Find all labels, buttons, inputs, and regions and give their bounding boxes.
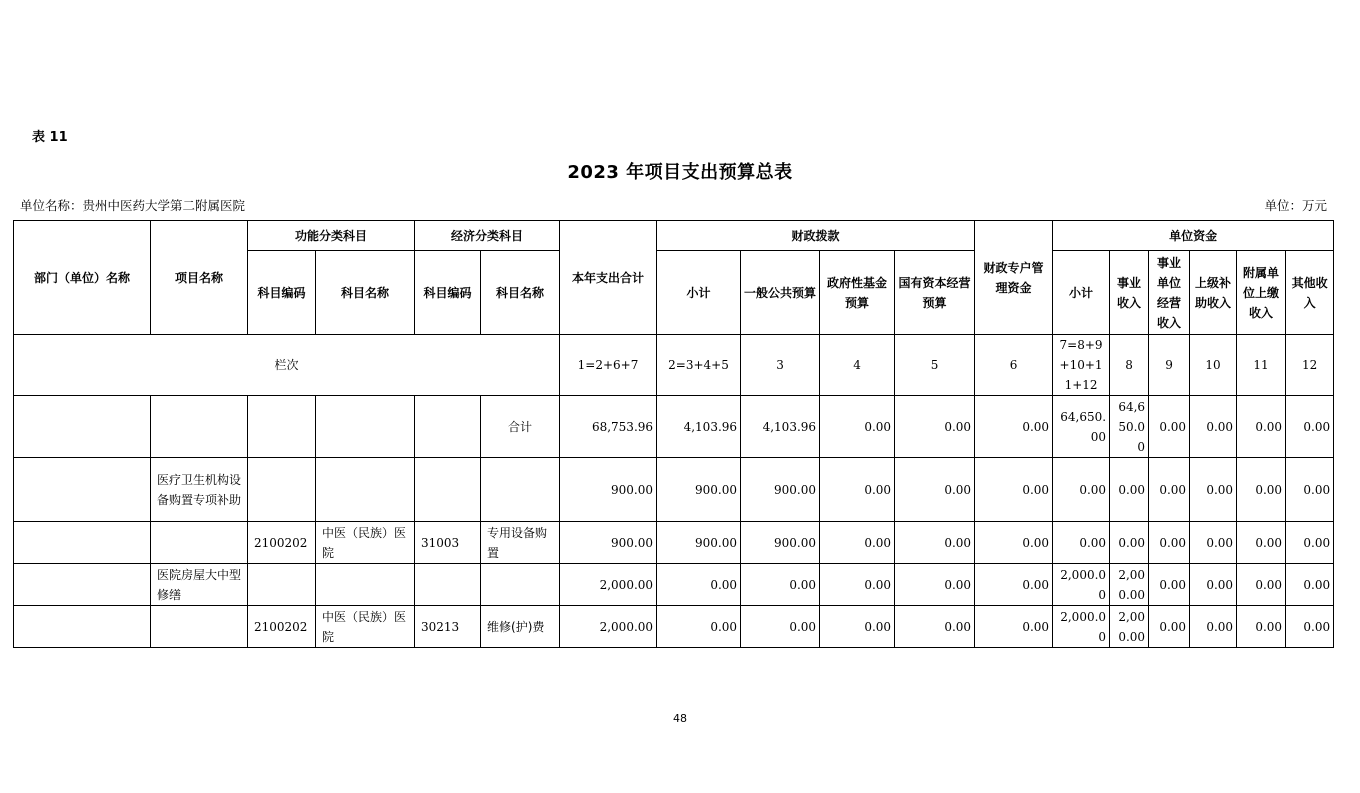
value-cell: 0.00	[1286, 396, 1334, 458]
func-name-cell	[316, 564, 415, 606]
header-state-capital: 国有资本经营预算	[895, 251, 975, 335]
func-code-cell	[248, 458, 316, 522]
dept-cell	[14, 564, 151, 606]
func-name-cell	[316, 396, 415, 458]
value-cell: 0.00	[1149, 606, 1190, 648]
value-cell: 0.00	[820, 522, 895, 564]
value-cell: 900.00	[741, 458, 820, 522]
value-cell: 2,000.00	[1053, 564, 1110, 606]
header-superior-subsidy: 上级补助收入	[1190, 251, 1237, 335]
table-row	[14, 606, 1334, 648]
column-index-cell: 12	[1286, 335, 1334, 396]
value-cell: 0.00	[975, 396, 1053, 458]
value-cell: 2,000.00	[560, 564, 657, 606]
dept-cell	[14, 522, 151, 564]
header-total: 本年支出合计	[560, 221, 657, 335]
table-row	[14, 396, 1334, 458]
value-cell: 0.00	[1237, 606, 1286, 648]
econ-name-cell: 专用设备购置	[481, 522, 560, 564]
value-cell: 0.00	[1190, 564, 1237, 606]
header-project: 项目名称	[151, 221, 248, 335]
value-cell: 0.00	[1190, 606, 1237, 648]
column-index-cell: 5	[895, 335, 975, 396]
table-row	[14, 522, 1334, 564]
value-cell: 0.00	[657, 564, 741, 606]
value-cell: 0.00	[741, 606, 820, 648]
value-cell: 900.00	[741, 522, 820, 564]
table-row	[14, 564, 1334, 606]
value-cell: 64,650.00	[1110, 396, 1149, 458]
currency-unit-label: 单位：万元	[1264, 198, 1327, 213]
value-cell: 0.00	[1237, 458, 1286, 522]
value-cell: 0.00	[1286, 606, 1334, 648]
header-fiscal: 财政拨款	[657, 221, 975, 251]
value-cell: 0.00	[1149, 396, 1190, 458]
value-cell: 0.00	[1149, 564, 1190, 606]
value-cell: 0.00	[1053, 458, 1110, 522]
value-cell: 0.00	[895, 458, 975, 522]
econ-code-cell: 30213	[415, 606, 481, 648]
column-index-cell: 4	[820, 335, 895, 396]
value-cell: 0.00	[1190, 396, 1237, 458]
header-func-name: 科目名称	[316, 251, 415, 335]
func-code-cell: 2100202	[248, 606, 316, 648]
header-business-income: 事业收入	[1110, 251, 1149, 335]
func-code-cell	[248, 396, 316, 458]
header-affiliated-income: 附属单位上缴收入	[1237, 251, 1286, 335]
dept-cell	[14, 396, 151, 458]
value-cell: 0.00	[895, 606, 975, 648]
dept-cell	[14, 606, 151, 648]
econ-code-cell: 31003	[415, 522, 481, 564]
value-cell: 0.00	[1149, 458, 1190, 522]
header-fiscal-subtotal: 小计	[657, 251, 741, 335]
econ-code-cell	[415, 564, 481, 606]
value-cell: 0.00	[975, 606, 1053, 648]
econ-name-cell	[481, 458, 560, 522]
column-index-cell: 7=8+9+10+11+12	[1053, 335, 1110, 396]
value-cell: 900.00	[657, 458, 741, 522]
column-index-cell: 8	[1110, 335, 1149, 396]
header-operating-income: 事业单位经营收入	[1149, 251, 1190, 335]
header-gov-fund: 政府性基金预算	[820, 251, 895, 335]
econ-code-cell	[415, 396, 481, 458]
econ-name-cell	[481, 564, 560, 606]
value-cell: 0.00	[1237, 522, 1286, 564]
header-general-public: 一般公共预算	[741, 251, 820, 335]
func-name-cell: 中医（民族）医院	[316, 606, 415, 648]
value-cell: 0.00	[975, 564, 1053, 606]
func-code-cell	[248, 564, 316, 606]
value-cell: 0.00	[820, 564, 895, 606]
value-cell: 0.00	[1190, 458, 1237, 522]
value-cell: 0.00	[1237, 564, 1286, 606]
value-cell: 0.00	[1149, 522, 1190, 564]
func-name-cell	[316, 458, 415, 522]
value-cell: 0.00	[820, 396, 895, 458]
value-cell: 68,753.96	[560, 396, 657, 458]
func-name-cell: 中医（民族）医院	[316, 522, 415, 564]
column-index-cell: 3	[741, 335, 820, 396]
econ-name-cell: 维修(护)费	[481, 606, 560, 648]
column-index-cell: 6	[975, 335, 1053, 396]
value-cell: 0.00	[820, 458, 895, 522]
column-index-cell: 10	[1190, 335, 1237, 396]
econ-code-cell	[415, 458, 481, 522]
value-cell: 4,103.96	[657, 396, 741, 458]
table-row	[14, 458, 1334, 522]
header-func-code: 科目编码	[248, 251, 316, 335]
header-other-income: 其他收入	[1286, 251, 1334, 335]
value-cell: 900.00	[560, 458, 657, 522]
header-econ-code: 科目编码	[415, 251, 481, 335]
project-cell: 医院房屋大中型修缮	[151, 564, 248, 606]
project-cell	[151, 606, 248, 648]
value-cell: 2,000.00	[1110, 606, 1149, 648]
value-cell: 0.00	[1110, 522, 1149, 564]
value-cell: 900.00	[560, 522, 657, 564]
value-cell: 0.00	[895, 522, 975, 564]
project-cell	[151, 522, 248, 564]
budget-table	[13, 220, 1334, 648]
header-special-fund: 财政专户管理资金	[975, 221, 1053, 335]
econ-name-cell: 合计	[481, 396, 560, 458]
value-cell: 0.00	[1190, 522, 1237, 564]
unit-name-label: 单位名称：贵州中医药大学第二附属医院	[20, 198, 246, 213]
value-cell: 0.00	[1286, 458, 1334, 522]
value-cell: 0.00	[741, 564, 820, 606]
value-cell: 0.00	[1053, 522, 1110, 564]
page-title: 2023 年项目支出预算总表	[567, 162, 793, 183]
value-cell: 2,000.00	[560, 606, 657, 648]
value-cell: 64,650.00	[1053, 396, 1110, 458]
value-cell: 0.00	[1110, 458, 1149, 522]
value-cell: 2,000.00	[1110, 564, 1149, 606]
value-cell: 0.00	[895, 564, 975, 606]
value-cell: 0.00	[1237, 396, 1286, 458]
value-cell: 4,103.96	[741, 396, 820, 458]
column-index-cell: 11	[1237, 335, 1286, 396]
column-index-cell: 2=3+4+5	[657, 335, 741, 396]
header-econ-name: 科目名称	[481, 251, 560, 335]
value-cell: 2,000.00	[1053, 606, 1110, 648]
header-dept: 部门（单位）名称	[14, 221, 151, 335]
value-cell: 0.00	[975, 458, 1053, 522]
header-unit-funds: 单位资金	[1053, 221, 1334, 251]
value-cell: 0.00	[895, 396, 975, 458]
header-func-class: 功能分类科目	[248, 221, 415, 251]
value-cell: 900.00	[657, 522, 741, 564]
project-cell: 医疗卫生机构设备购置专项补助	[151, 458, 248, 522]
value-cell: 0.00	[657, 606, 741, 648]
project-cell	[151, 396, 248, 458]
header-econ-class: 经济分类科目	[415, 221, 560, 251]
value-cell: 0.00	[1286, 564, 1334, 606]
table-number: 表 11	[32, 130, 68, 145]
header-unit-subtotal: 小计	[1053, 251, 1110, 335]
value-cell: 0.00	[975, 522, 1053, 564]
column-index-cell: 9	[1149, 335, 1190, 396]
column-index-label: 栏次	[14, 335, 560, 396]
value-cell: 0.00	[820, 606, 895, 648]
value-cell: 0.00	[1286, 522, 1334, 564]
dept-cell	[14, 458, 151, 522]
func-code-cell: 2100202	[248, 522, 316, 564]
page-number: 48	[673, 712, 687, 725]
column-index-cell: 1=2+6+7	[560, 335, 657, 396]
